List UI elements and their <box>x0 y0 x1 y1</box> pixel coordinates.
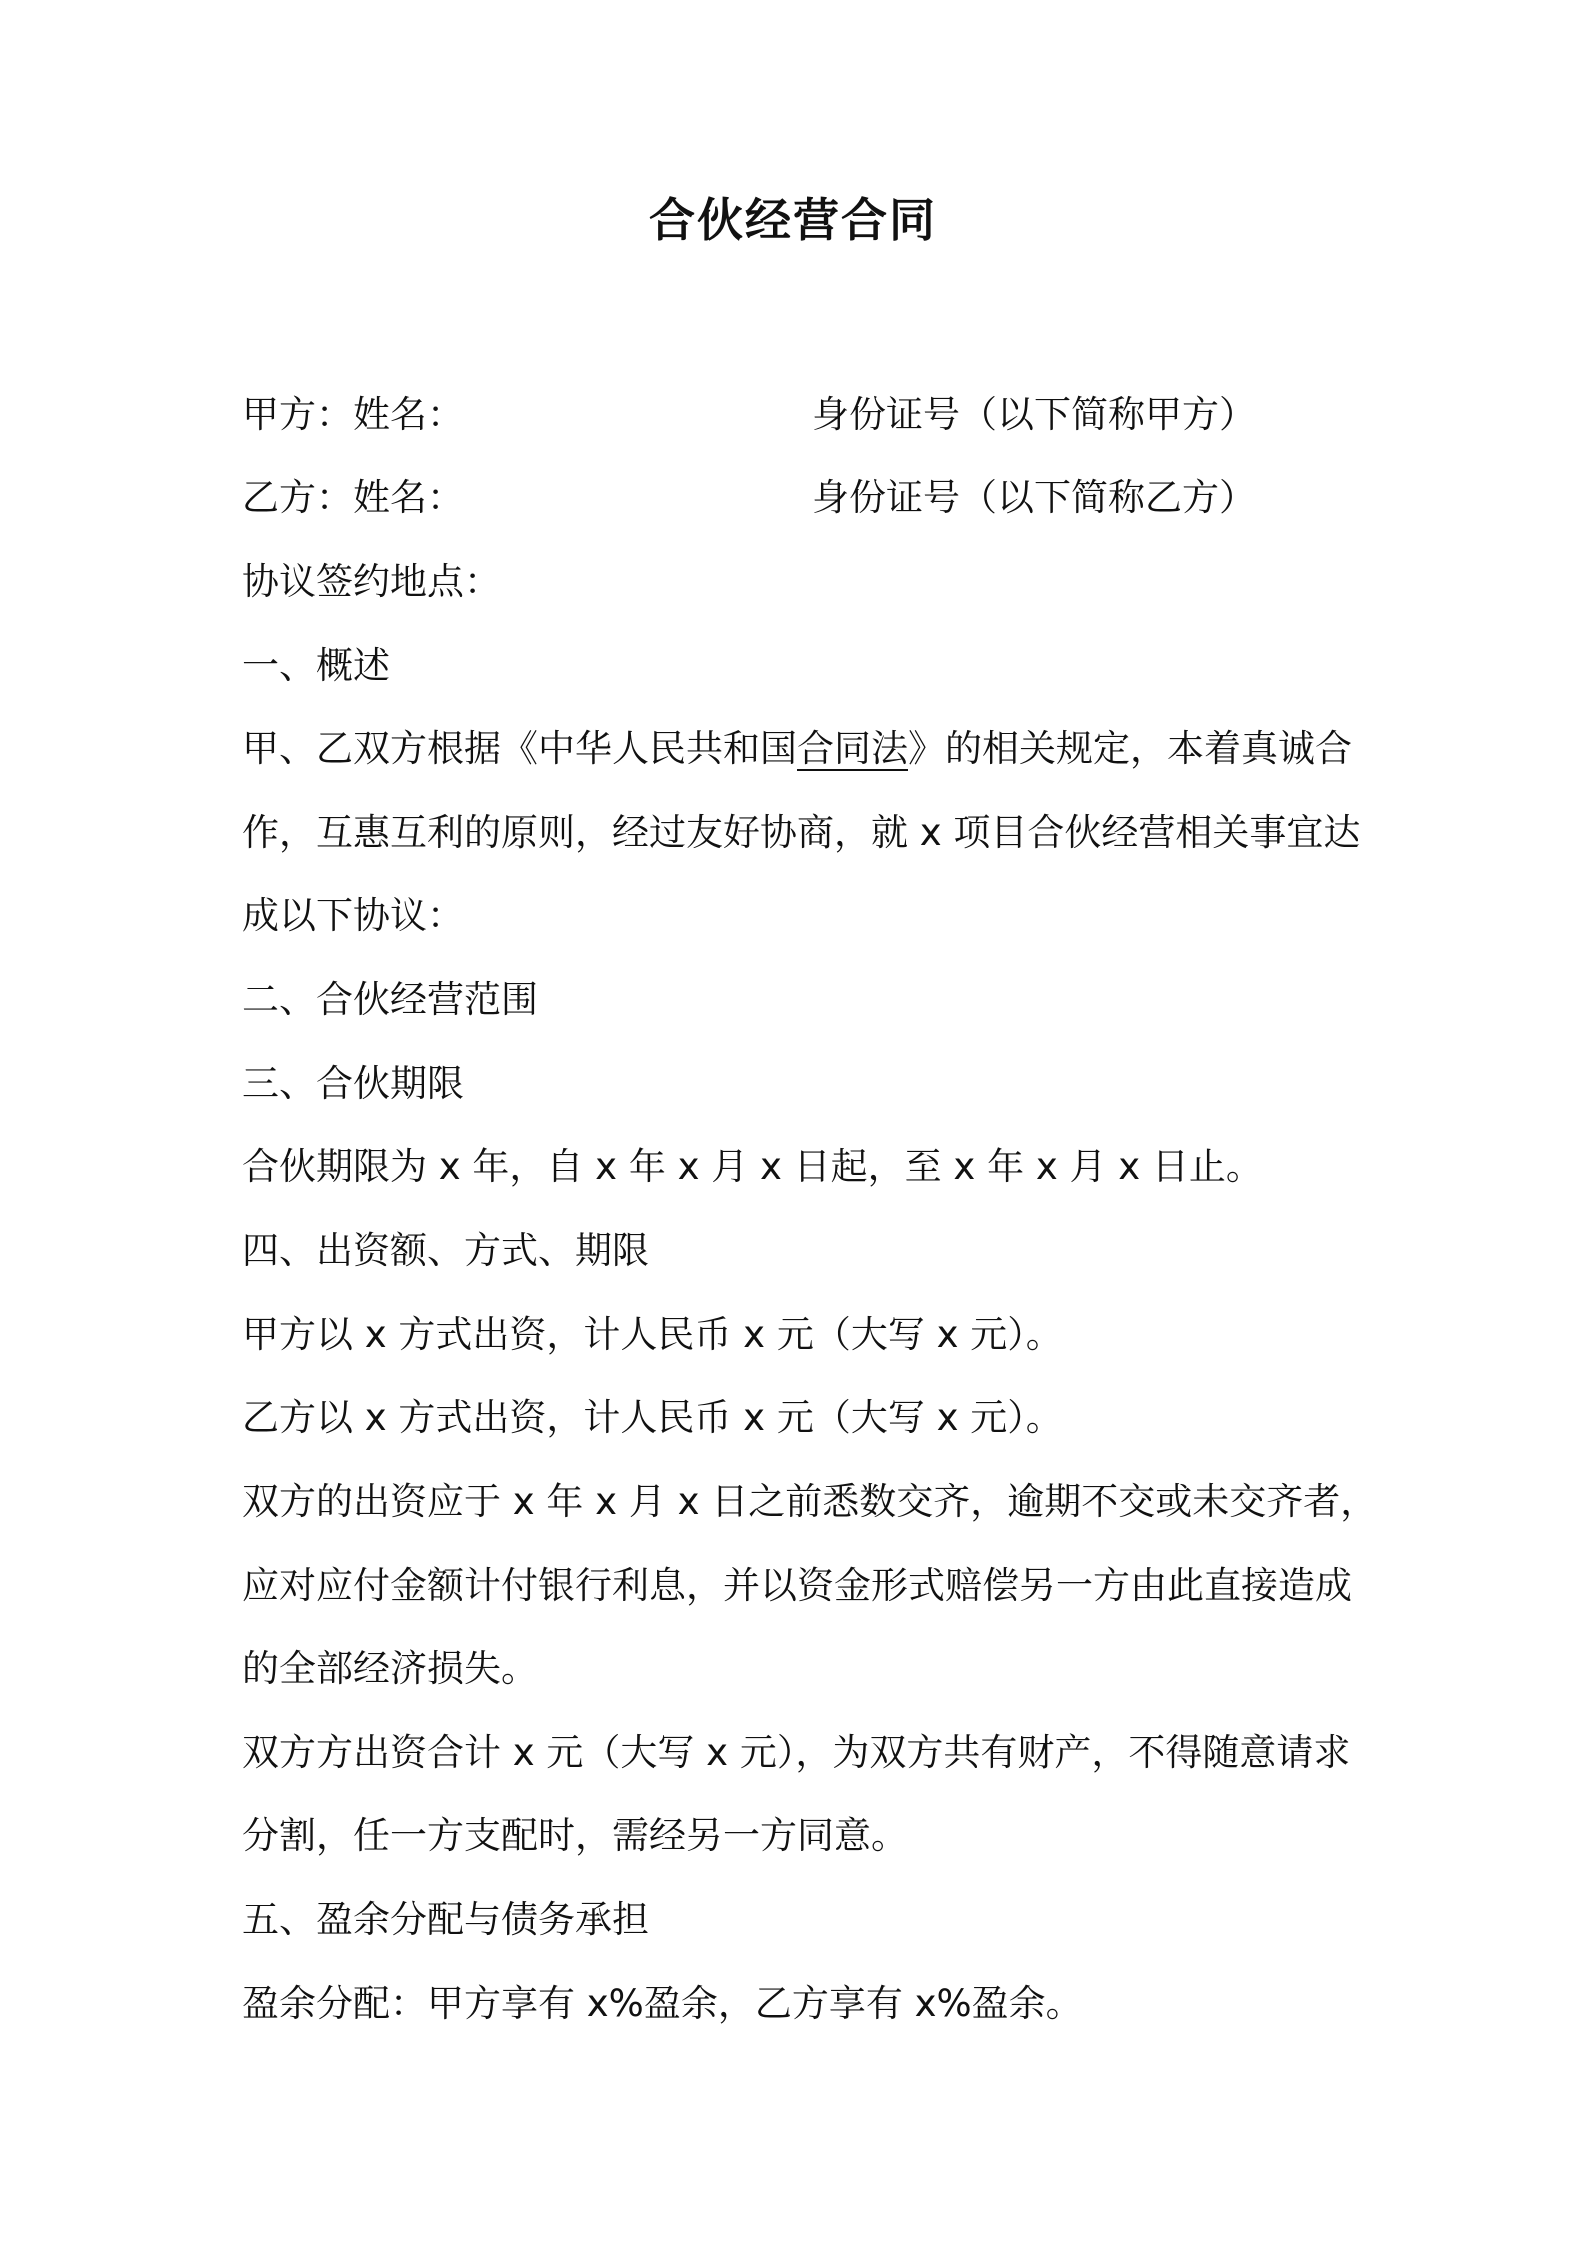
section-4-heading: 四、出资额、方式、期限 <box>242 1229 649 1272</box>
party-a-name-label: 甲方：姓名： <box>242 393 464 436</box>
signing-location: 协议签约地点： <box>242 560 501 603</box>
contract-law-link[interactable]: 合同法 <box>797 727 908 770</box>
section-3-paragraph: 合伙期限为 x 年，自 x 年 x 月 x 日起，至 x 年 x 月 x 日止。 <box>242 1145 1263 1188</box>
section-4-deadline-line-3: 的全部经济损失。 <box>242 1647 538 1690</box>
section-5-paragraph: 盈余分配：甲方享有 x%盈余，乙方享有 x%盈余。 <box>242 1982 1083 2025</box>
section-1-heading: 一、概述 <box>242 644 390 687</box>
document-title: 合伙经营合同 <box>649 193 937 247</box>
section-3-heading: 三、合伙期限 <box>242 1062 464 1105</box>
section-4-deadline-line-1: 双方的出资应于 x 年 x 月 x 日之前悉数交齐，逾期不交或未交齐者， <box>242 1480 1378 1523</box>
section-1-paragraph-line-1 <box>242 724 1352 774</box>
party-b-name-label: 乙方：姓名： <box>242 476 464 519</box>
section-4-deadline-line-2: 应对应付金额计付银行利息，并以资金形式赔偿另一方由此直接造成 <box>242 1564 1352 1607</box>
section-2-heading: 二、合伙经营范围 <box>242 978 538 1021</box>
section-1-text-pre: 甲、乙双方根据《中华人民共和国 <box>242 727 797 770</box>
section-4-party-b-contribution: 乙方以 x 方式出资，计人民币 x 元（大写 x 元）。 <box>242 1396 1063 1439</box>
section-1-text-post: 》的相关规定，本着真诚合 <box>908 727 1352 770</box>
section-4-total-line-1: 双方方出资合计 x 元（大写 x 元），为双方共有财产，不得随意请求 <box>242 1731 1351 1774</box>
section-4-total-line-2: 分割，任一方支配时，需经另一方同意。 <box>242 1814 908 1857</box>
section-1-paragraph-line-2: 作，互惠互利的原则，经过友好协商，就 x 项目合伙经营相关事宜达 <box>242 811 1361 854</box>
section-1-paragraph-line-3: 成以下协议： <box>242 894 464 937</box>
party-a-id-note: 身份证号（以下简称甲方） <box>812 393 1256 436</box>
section-4-party-a-contribution: 甲方以 x 方式出资，计人民币 x 元（大写 x 元）。 <box>242 1313 1063 1356</box>
party-b-id-note: 身份证号（以下简称乙方） <box>812 476 1256 519</box>
section-5-heading: 五、盈余分配与债务承担 <box>242 1898 649 1941</box>
